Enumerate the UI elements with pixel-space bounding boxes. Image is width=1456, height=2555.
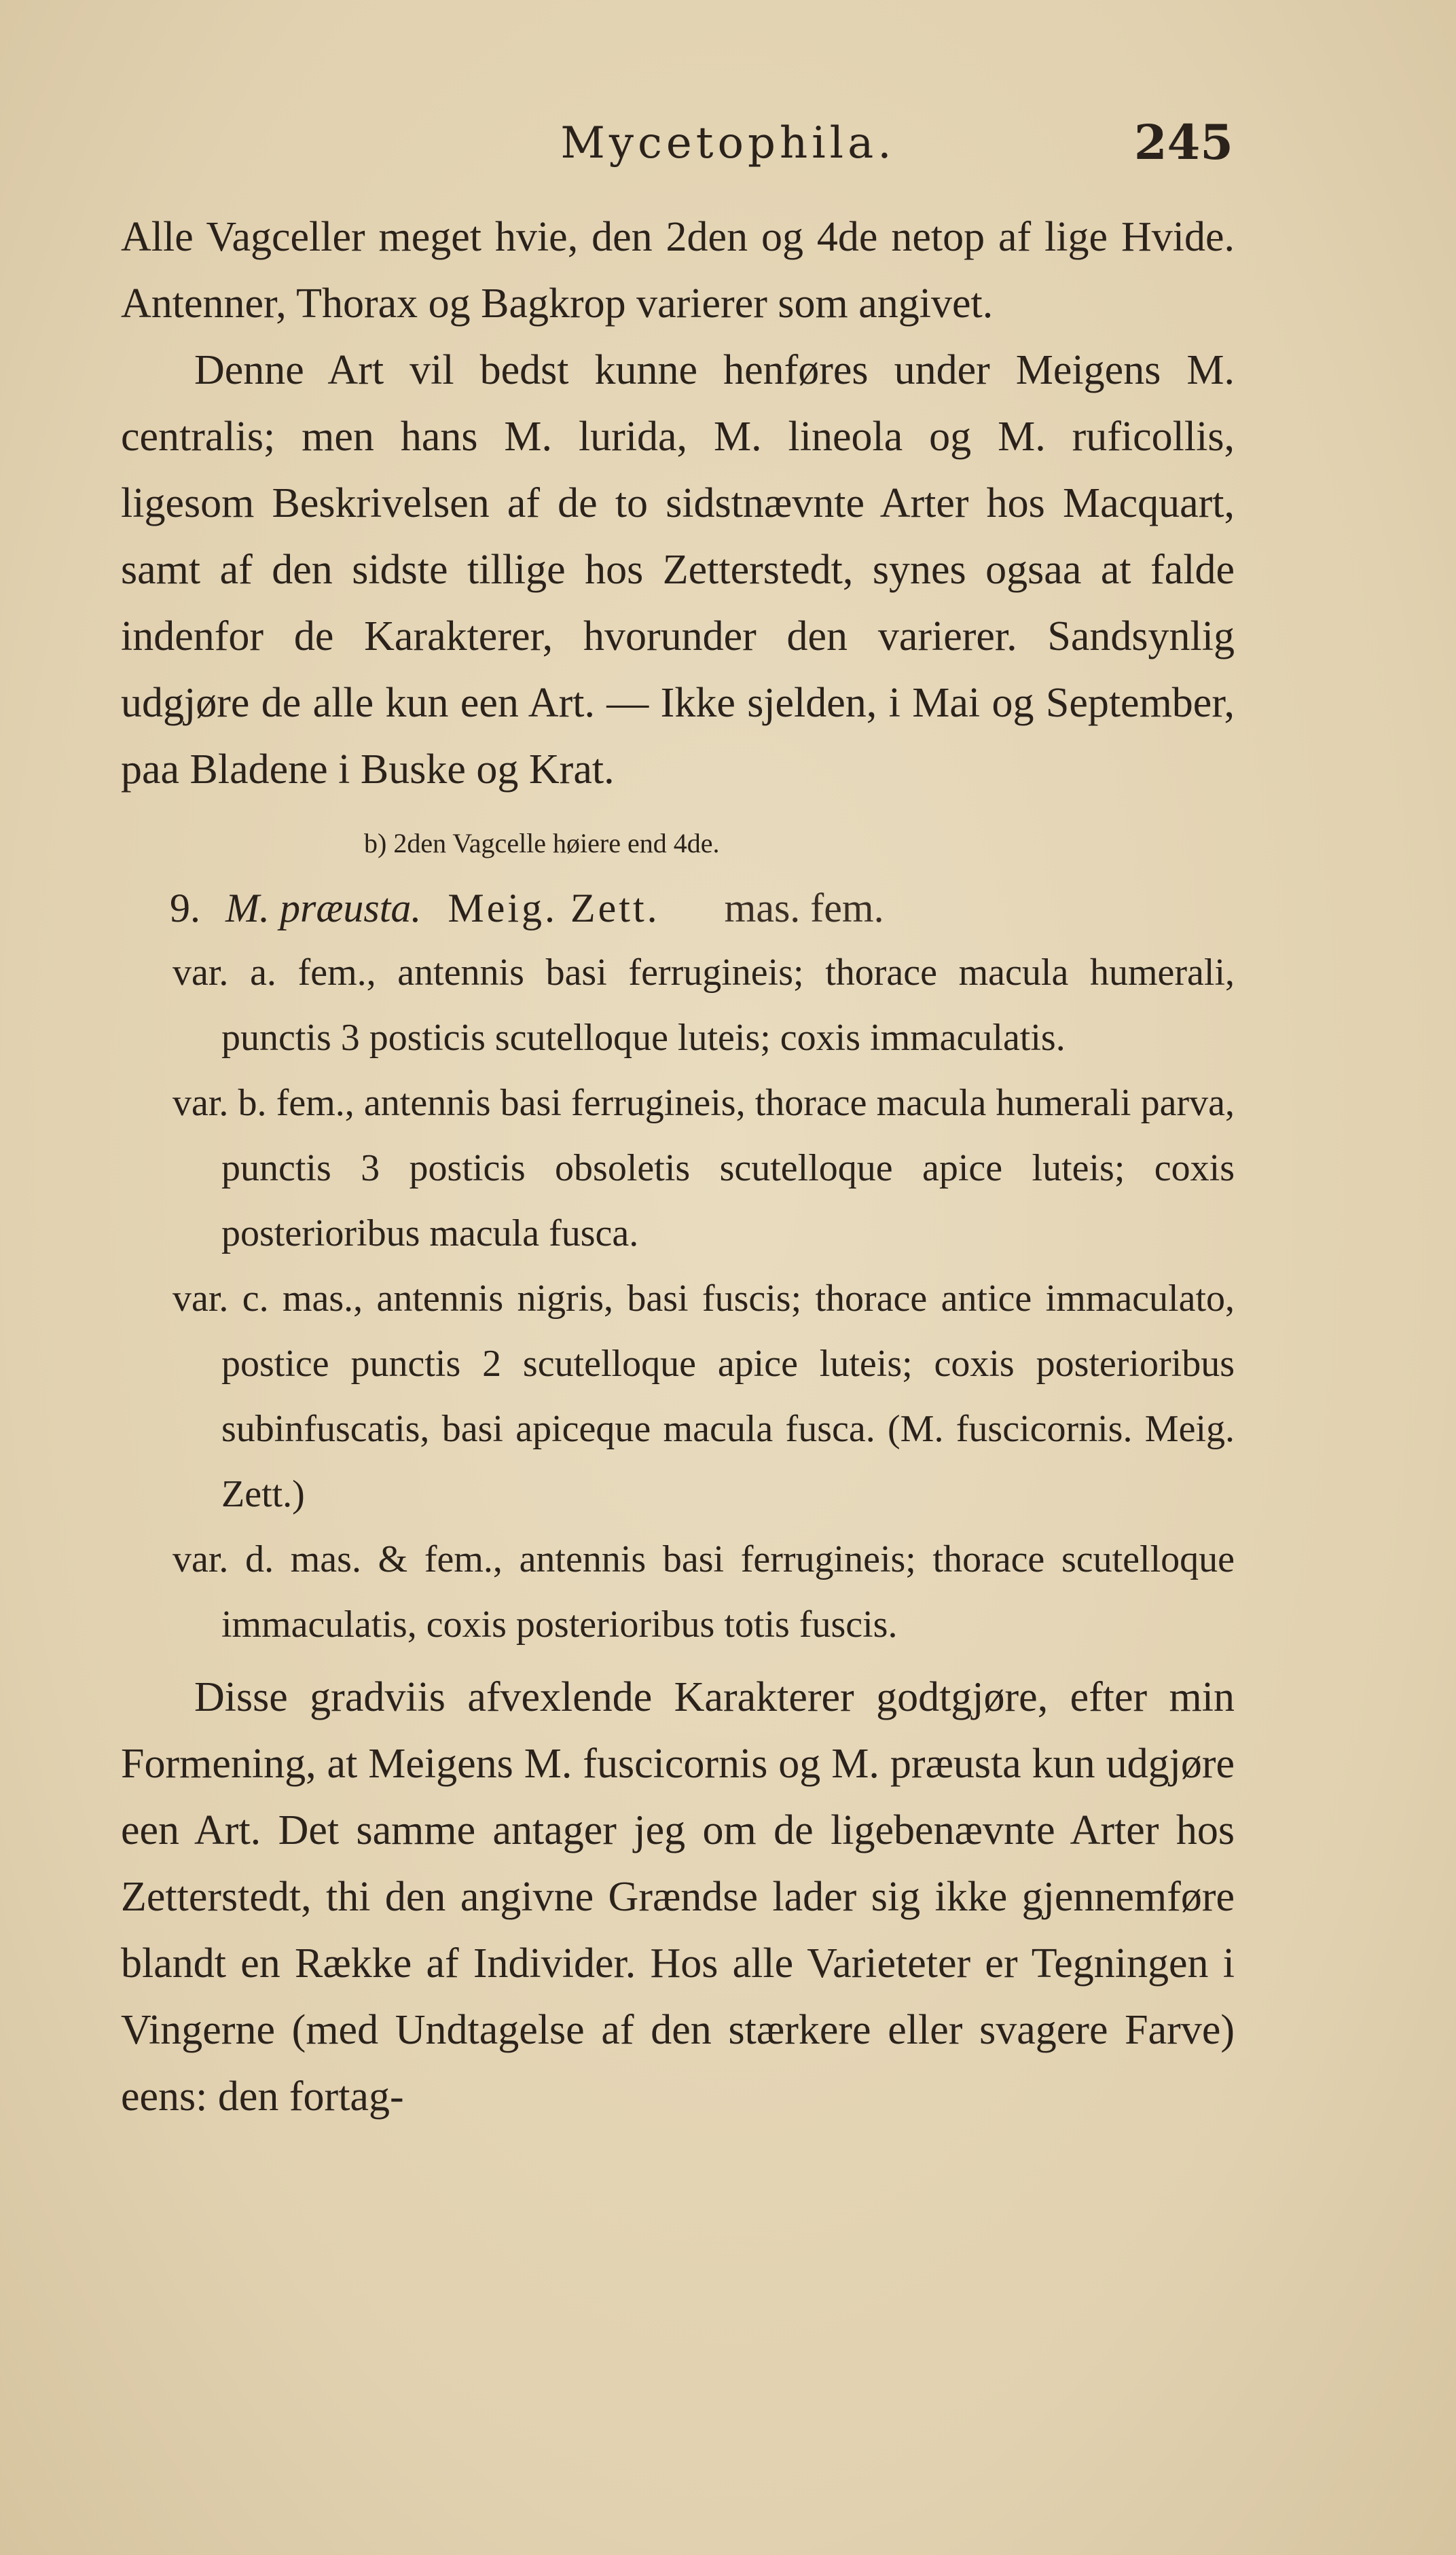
variety-list — [121, 940, 1235, 1657]
footnote: b) 2den Vagcelle høiere end 4de. — [364, 828, 720, 858]
running-title: Mycetophila. — [560, 118, 896, 168]
paragraph-wing-cells: Alle Vagceller meget hvie, den 2den og 4de netop af lige Hvide. Antenner, Thorax og Bagkrop varierer som angivet. — [121, 214, 1235, 327]
paragraph-species-discussion: Denne Art vil bedst kunne henføres under Meigens M. centralis; men hans M. lurida, M. lineola og M. ruficollis, ligesom Beskrivelsen af de to sidstnævnte Arter hos Macquart, samt af den sidste tillige hos Zetterstedt, synes ogsaa at falde indenfor de Karakterer, hvorunder den varierer. Sandsynlig udgjøre de alle kun een Art. — Ikke sjelden, i Mai og September, paa Bladene i Buske og Krat. — [121, 347, 1235, 793]
running-header — [0, 114, 1456, 175]
page-body — [121, 204, 1235, 2130]
variety-b: var. b. fem., antennis basi ferrugineis, thorace macula humerali parva, punctis 3 posticis obsoletis scutelloque apice luteis; coxis posterioribus macula fusca. — [172, 1082, 1235, 1254]
paragraph-conclusion: Disse gradviis afvexlende Karakterer godtgjøre, efter min Formening, at Meigens M. fuscicornis og M. præusta kun udgjøre een Art. Det samme antager jeg om de ligebenævnte Arter hos Zetterstedt, thi den angivne Grændse lader sig ikke gjennemføre blandt en Række af Individer. Hos alle Varieteter er Tegningen i Vingerne (med Undtagelse af den stærkere eller svagere Farve) eens: den fortag- — [121, 1674, 1235, 2120]
species-author: Meig. Zett. — [448, 886, 660, 930]
variety-a: var. a. fem., antennis basi ferrugineis; thorace macula humerali, punctis 3 posticis scutelloque luteis; coxis immaculatis. — [172, 952, 1235, 1059]
species-name: M. præusta. — [225, 886, 422, 930]
species-sexes: mas. fem. — [724, 886, 884, 930]
species-number: 9. — [170, 886, 200, 930]
variety-d: var. d. mas. & fem., antennis basi ferrugineis; thorace scutelloque immaculatis, coxis posterioribus totis fuscis. — [172, 1538, 1235, 1646]
variety-c: var. c. mas., antennis nigris, basi fuscis; thorace antice immaculato, postice punctis 2 scutelloque apice luteis; coxis posterioribus subinfuscatis, basi apiceque macula fusca. (M. fuscicornis. Meig. Zett.) — [172, 1278, 1235, 1515]
page-number: 245 — [1133, 114, 1233, 170]
species-heading — [170, 876, 1235, 940]
